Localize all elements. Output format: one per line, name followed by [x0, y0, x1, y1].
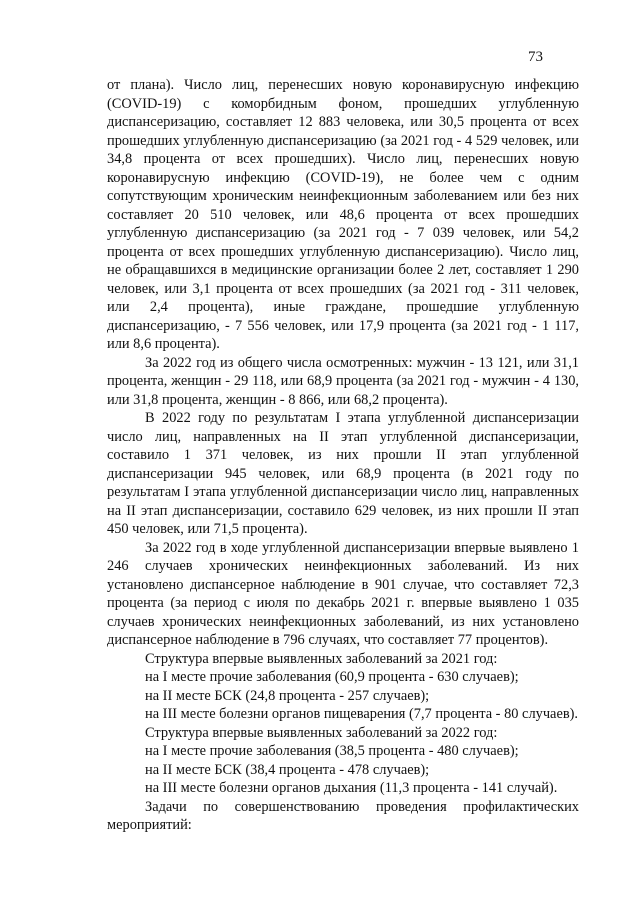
paragraph-tasks: Задачи по совершенствованию проведения профилактических мероприятий: [107, 798, 579, 833]
list-item-2021-first: на I месте прочие заболевания (60,9 процента - 630 случаев); [145, 669, 519, 685]
list-item-2021-second: на II месте БСК (24,8 процента - 257 случаев); [145, 687, 430, 704]
list-item-2022-first: на I месте прочие заболевания (38,5 процента - 480 случаев); [145, 743, 519, 759]
paragraph-structure-2022-heading: Структура впервые выявленных заболеваний за 2022 год: [145, 724, 498, 741]
page-number: 73 [528, 49, 543, 65]
paragraph-chronic-diseases: За 2022 год в ходе углубленной диспансеризации впервые выявлено 1 246 случаев хронических неинфекционных заболеваний. Из них установлено диспансерное наблюдение в 901 случае, что составляет 72,3 процента (за период с июля по декабрь 2021 г. впервые выявлено 1 035 случаев хронических неинфекционных заболеваний, из них установлено диспансерное наблюдение в 796 случаях, что составляет 77 процентов). [107, 539, 579, 648]
paragraph-gender-breakdown: За 2022 год из общего числа осмотренных: мужчин - 13 121, или 31,1 процента, женщин - 29 118, или 68,9 процента (за 2021 год - мужчин - 4 130, или 31,8 процента, женщин - 8 866, или 68,2 процента). [107, 354, 579, 408]
paragraph-covid-comorbidity: от плана). Число лиц, перенесших новую коронавирусную инфекцию (COVID-19) с коморбидным фоном, прошедших углубленную диспансеризацию, составляет 12 883 человека, или 30,5 процента от всех прошедших углубленную диспансеризацию (за 2021 год - 4 529 человек, или 34,8 процента от всех прошедших). Число лиц, перенесших новую коронавирусную инфекцию (COVID-19), не более чем с одним сопутствующим хроническим неинфекционным заболеванием или без них составляет 20 510 человек, или 48,6 процента от всех прошедших углубленную диспансеризацию (за 2021 год - 7 039 человек, или 54,2 процента от всех прошедших углубленную диспансеризацию). Число лиц, не обращавшихся в медицинские организации более 2 лет, составляет 1 290 человек, или 3,1 процента от всех прошедших (за 2021 год - 311 человек, или 2,4 процента), иные граждане, прошедшие углубленную диспансеризацию, - 7 556 человек, или 17,9 процента (за 2021 год - 1 117, или 8,6 процента). [107, 77, 579, 352]
paragraph-second-stage: В 2022 году по результатам I этапа углубленной диспансеризации число лиц, направленных на II этап углубленной диспансеризации, составило 1 371 человек, из них прошли II этап углубленной диспансеризации 945 человек, или 68,9 процента (в 2021 году по результатам I этапа углубленной диспансеризации число лиц, направленных на II этап диспансеризации, составило 629 человек, из них прошли II этап 450 человек, или 71,5 процента). [107, 410, 579, 537]
list-item-2022-second: на II месте БСК (38,4 процента - 478 случаев); [145, 761, 430, 778]
list-item-2021-third: на III месте болезни органов пищеварения (7,7 процента - 80 случаев). [145, 706, 579, 722]
paragraph-structure-2021-heading: Структура впервые выявленных заболеваний за 2021 год: [145, 650, 498, 667]
document-body [107, 76, 579, 835]
list-item-2022-third: на III месте болезни органов дыхания (11,3 процента - 141 случай). [145, 780, 558, 796]
